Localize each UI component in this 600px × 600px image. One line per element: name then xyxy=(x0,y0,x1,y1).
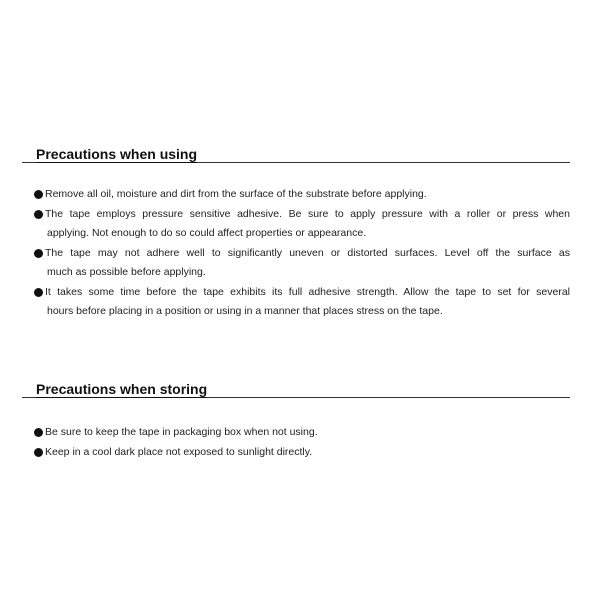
list-item xyxy=(34,185,570,205)
list-item xyxy=(34,205,570,244)
bullet-icon xyxy=(34,210,43,219)
list-item-line: much as possible before applying. xyxy=(47,266,206,278)
list-item-line: It takes some time before the tape exhibits its full adhesive strength. Allow the tape to set for several xyxy=(45,285,570,298)
list-item-line: applying. Not enough to do so could affect properties or appearance. xyxy=(47,227,367,239)
list-item-line: Remove all oil, moisture and dirt from the surface of the substrate before applying. xyxy=(45,188,427,200)
bullet-icon xyxy=(34,190,43,199)
list-item-text xyxy=(45,283,570,322)
bullet-icon xyxy=(34,448,43,457)
list-item-line: Be sure to keep the tape in packaging box when not using. xyxy=(45,426,318,438)
bullet-list-using xyxy=(34,185,570,322)
section-heading-storing xyxy=(22,381,570,398)
list-item-line: hours before placing in a position or using in a manner that places stress on the tape. xyxy=(47,305,443,317)
list-item-line: The tape may not adhere well to significantly uneven or distorted surfaces. Level off the surface as xyxy=(45,246,570,259)
section-title-using: Precautions when using xyxy=(36,146,198,162)
bullet-icon xyxy=(34,288,43,297)
section-precautions-using xyxy=(22,146,570,322)
list-item xyxy=(34,443,570,463)
bullet-list-storing xyxy=(34,423,570,462)
list-item xyxy=(34,244,570,283)
list-item-line: The tape employs pressure sensitive adhesive. Be sure to apply pressure with a roller or press when xyxy=(45,207,570,220)
list-item xyxy=(34,423,570,443)
list-item-text xyxy=(45,244,570,283)
list-item xyxy=(34,283,570,322)
list-item-text xyxy=(45,443,570,463)
list-item-text xyxy=(45,423,570,443)
section-heading-using xyxy=(22,146,570,163)
bullet-icon xyxy=(34,249,43,258)
bullet-icon xyxy=(34,428,43,437)
list-item-text xyxy=(45,205,570,244)
section-precautions-storing xyxy=(22,381,570,462)
list-item-text xyxy=(45,185,570,205)
section-title-storing: Precautions when storing xyxy=(36,381,208,397)
list-item-line: Keep in a cool dark place not exposed to sunlight directly. xyxy=(45,445,313,458)
